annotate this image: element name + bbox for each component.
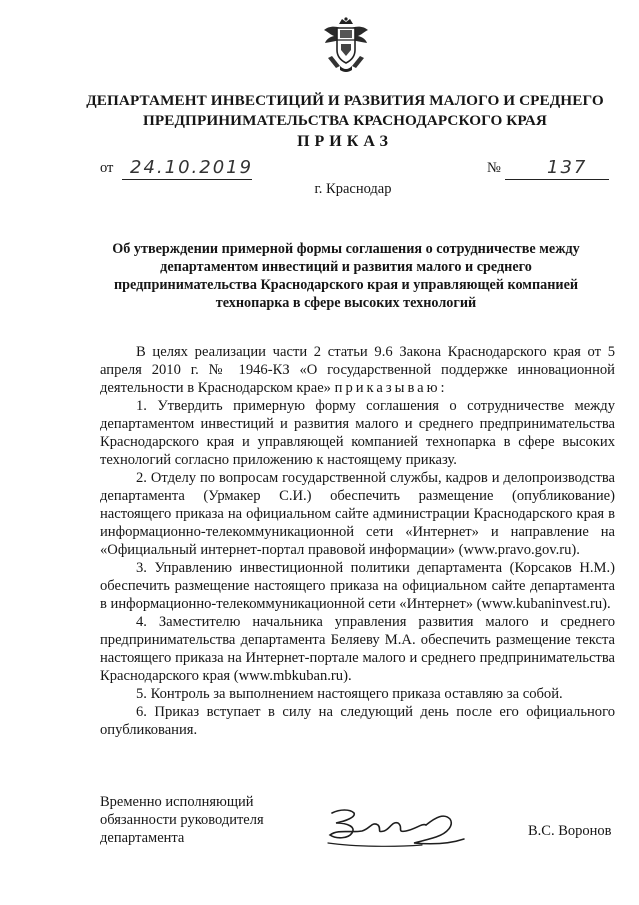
position-line-1: Временно исполняющий: [100, 794, 254, 810]
position-line-3: департамента: [100, 830, 185, 846]
item-1: 1. Утвердить примерную форму соглашения о сотрудничестве между департаментом инвестиций и развития малого и среднего предпринимательства Краснодарского края и управляющей компанией технопарка в сфере высоких технологий согласно приложению к настоящему приказу.: [100, 398, 615, 468]
document-subject: Об утверждении примерной формы соглашения о сотрудничестве между департаментом инвестиций и развития малого и среднего предпринимательства Краснодарского края и управляющей компанией технопарка в сфере высоких технологий: [112, 241, 580, 311]
number-label: №: [487, 160, 501, 176]
item-5: 5. Контроль за выполнением настоящего приказа оставляю за собой.: [136, 686, 563, 702]
item-2: 2. Отделу по вопросам государственной службы, кадров и делопроизводства департамента (Урмакер С.И.) обеспечить размещение (опубликование) настоящего приказа на официальном сайте администрации Краснодарского края в информационно-телекоммуникационной сети «Интернет» и направление на «Официальный интернет-портал правовой информации» (www.pravo.gov.ru).: [100, 470, 615, 558]
document-body: [100, 343, 615, 739]
item-4: 4. Заместителю начальника управления развития малого и среднего предпринимательства департамента Беляеву М.А. обеспечить размещение текста настоящего приказа на Интернет-портале малого и среднего предпринимательства Краснодарского края (www.mbkuban.ru).: [100, 614, 615, 684]
intro-command: приказываю:: [334, 380, 448, 396]
city: г. Краснодар: [314, 181, 392, 197]
date-value: 24.10.2019: [130, 157, 254, 178]
number-value: 137: [547, 157, 588, 178]
date-row: [100, 158, 260, 180]
number-row: [487, 158, 617, 180]
handwritten-signature-icon: [326, 803, 466, 851]
department-title: ДЕПАРТАМЕНТ ИНВЕСТИЦИЙ И РАЗВИТИЯ МАЛОГО И СРЕДНЕГО ПРЕДПРИНИМАТЕЛЬСТВА КРАСНОДАРСКОГО КРАЯ: [86, 92, 604, 129]
coat-of-arms-icon: [322, 16, 370, 74]
date-label: от: [100, 160, 114, 176]
position-line-2: обязанности руководителя: [100, 812, 264, 828]
intro-paragraph: [100, 343, 615, 397]
item-6: 6. Приказ вступает в силу на следующий день после его официального опубликования.: [100, 704, 615, 738]
document-type-title: ПРИКАЗ: [297, 133, 393, 150]
item-3: 3. Управлению инвестиционной политики департамента (Корсаков Н.М.) обеспечить размещение настоящего приказа на официальном сайте департамента в информационно-телекоммуникационной сети «Интернет» (www.kubaninvest.ru).: [100, 560, 615, 612]
intro-text: В целях реализации части 2 статьи 9.6 Закона Краснодарского края от 5 апреля 2010 г. № 1946-КЗ «О государственной поддержке инновационной деятельности в Краснодарском крае»: [100, 344, 615, 396]
signatory-position: [100, 793, 264, 847]
signatory-name: В.С. Воронов: [528, 823, 612, 839]
